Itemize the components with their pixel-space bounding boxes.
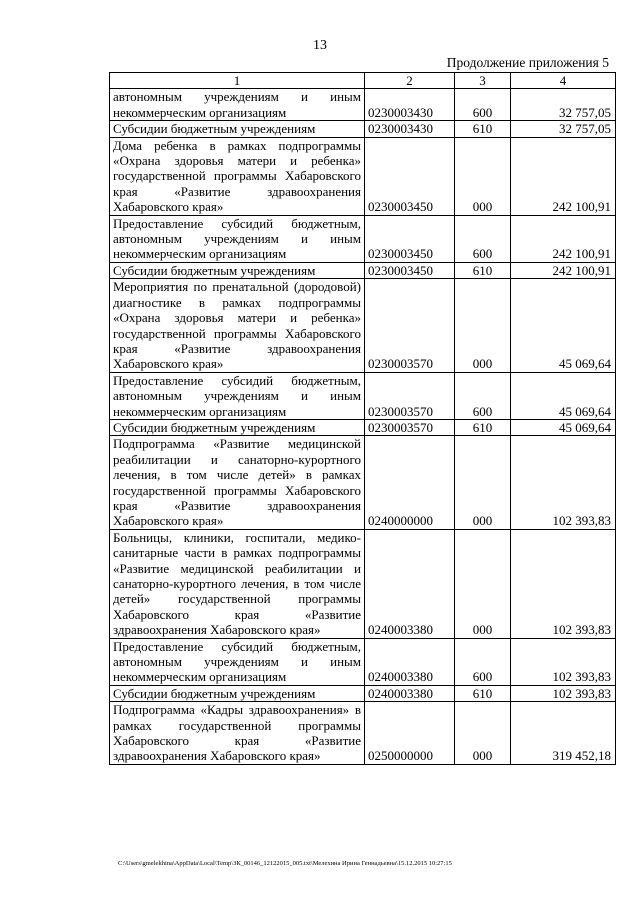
table-row <box>110 372 616 419</box>
row-amount-cell: 102 393,83 <box>511 685 616 701</box>
row-name-cell: Предоставление субсидий бюджетным, автономным учреждениям и иным некоммерческим организациям <box>110 638 365 685</box>
header-col-2: 2 <box>365 73 455 89</box>
row-code-cell: 0240000000 <box>365 436 455 529</box>
table-row <box>110 262 616 278</box>
row-type-cell: 000 <box>455 279 511 372</box>
row-code-cell: 0240003380 <box>365 529 455 638</box>
table-row <box>110 529 616 638</box>
row-type-cell: 610 <box>455 419 511 435</box>
row-type-cell: 000 <box>455 137 511 215</box>
row-amount-cell: 102 393,83 <box>511 436 616 529</box>
table-row <box>110 279 616 372</box>
table-row <box>110 215 616 262</box>
row-code-cell: 0230003570 <box>365 372 455 419</box>
row-type-cell: 600 <box>455 89 511 121</box>
row-amount-cell: 242 100,91 <box>511 262 616 278</box>
row-code-cell: 0250000000 <box>365 702 455 765</box>
row-type-cell: 610 <box>455 685 511 701</box>
table-row <box>110 638 616 685</box>
table-header-row <box>110 73 616 89</box>
header-col-4: 4 <box>511 73 616 89</box>
row-code-cell: 0230003430 <box>365 121 455 137</box>
row-code-cell: 0230003430 <box>365 89 455 121</box>
row-code-cell: 0230003450 <box>365 137 455 215</box>
footer-file-path: C:\Users\gmelekhina\AppData\Local\Temp\ЗК_00146_12122015_005.txt\Мелехина Ирина Геннадьевна\15.12.2015 10:27:15 <box>118 860 452 867</box>
row-amount-cell: 102 393,83 <box>511 529 616 638</box>
row-type-cell: 600 <box>455 638 511 685</box>
row-name-cell: Субсидии бюджетным учреждениям <box>110 121 365 137</box>
row-code-cell: 0240003380 <box>365 685 455 701</box>
row-name-cell: Больницы, клиники, госпитали, медико-санитарные части в рамках подпрограммы «Развитие медицинской реабилитации и санаторно-курортного лечения, в том числе детей» государственной программы Хабаровского края «Развитие здравоохранения Хабаровского края» <box>110 529 365 638</box>
budget-table-body <box>110 73 616 765</box>
row-name-cell: Субсидии бюджетным учреждениям <box>110 685 365 701</box>
row-type-cell: 000 <box>455 702 511 765</box>
row-name-cell: Предоставление субсидий бюджетным, автономным учреждениям и иным некоммерческим организациям <box>110 372 365 419</box>
row-code-cell: 0230003570 <box>365 279 455 372</box>
row-type-cell: 000 <box>455 529 511 638</box>
row-code-cell: 0230003450 <box>365 262 455 278</box>
table-row <box>110 419 616 435</box>
page-number: 13 <box>313 38 327 53</box>
table-row <box>110 121 616 137</box>
table-row <box>110 436 616 529</box>
row-code-cell: 0240003380 <box>365 638 455 685</box>
row-amount-cell: 242 100,91 <box>511 215 616 262</box>
row-type-cell: 000 <box>455 436 511 529</box>
row-type-cell: 610 <box>455 262 511 278</box>
row-name-cell: Дома ребенка в рамках подпрограммы «Охрана здоровья матери и ребенка» государственной программы Хабаровского края «Развитие здравоохранения Хабаровского края» <box>110 137 365 215</box>
row-amount-cell: 319 452,18 <box>511 702 616 765</box>
row-code-cell: 0230003450 <box>365 215 455 262</box>
row-amount-cell: 45 069,64 <box>511 419 616 435</box>
row-type-cell: 600 <box>455 372 511 419</box>
row-name-cell: Мероприятия по пренатальной (дородовой) диагностике в рамках подпрограммы «Охрана здоровья матери и ребенка» государственной программы Хабаровского края «Развитие здравоохранения Хабаровского края» <box>110 279 365 372</box>
row-name-cell: Подпрограмма «Развитие медицинской реабилитации и санаторно-курортного лечения, в том числе детей» в рамках государственной программы Хабаровского края «Развитие здравоохранения Хабаровского края» <box>110 436 365 529</box>
row-type-cell: 600 <box>455 215 511 262</box>
table-row <box>110 137 616 215</box>
table-row <box>110 702 616 765</box>
header-col-3: 3 <box>455 73 511 89</box>
row-name-cell: Субсидии бюджетным учреждениям <box>110 262 365 278</box>
row-name-cell: Предоставление субсидий бюджетным, автономным учреждениям и иным некоммерческим организациям <box>110 215 365 262</box>
continuation-label: Продолжение приложения 5 <box>446 55 609 70</box>
row-amount-cell: 32 757,05 <box>511 121 616 137</box>
row-code-cell: 0230003570 <box>365 419 455 435</box>
row-type-cell: 610 <box>455 121 511 137</box>
row-amount-cell: 32 757,05 <box>511 89 616 121</box>
row-amount-cell: 102 393,83 <box>511 638 616 685</box>
row-name-cell: Подпрограмма «Кадры здравоохранения» в рамках государственной программы Хабаровского края «Развитие здравоохранения Хабаровского края» <box>110 702 365 765</box>
table-row <box>110 685 616 701</box>
budget-table <box>109 72 616 765</box>
row-name-cell: Субсидии бюджетным учреждениям <box>110 419 365 435</box>
row-amount-cell: 45 069,64 <box>511 372 616 419</box>
table-row <box>110 89 616 121</box>
header-col-1: 1 <box>110 73 365 89</box>
row-name-cell: автономным учреждениям и иным некоммерческим организациям <box>110 89 365 121</box>
row-amount-cell: 242 100,91 <box>511 137 616 215</box>
row-amount-cell: 45 069,64 <box>511 279 616 372</box>
